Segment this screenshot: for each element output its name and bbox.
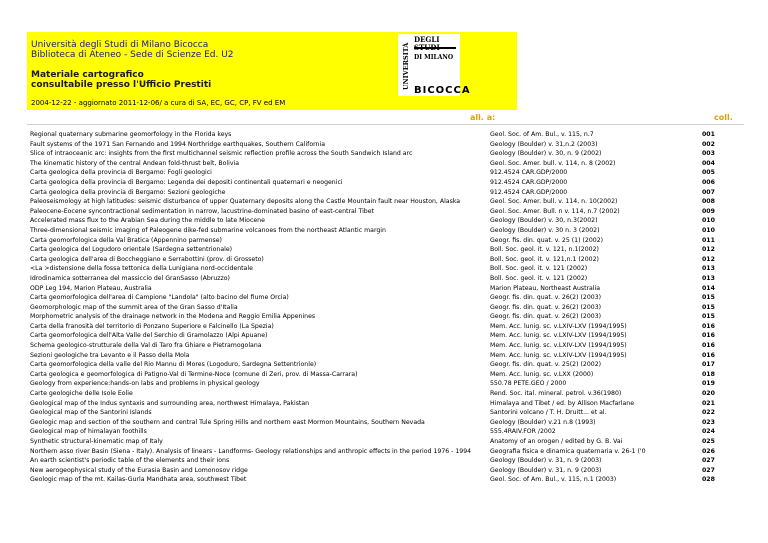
item-title: Sezioni geologiche tra Levanto e il Passo della Mola [30,351,190,359]
item-title: Carta geomorfologica dell'Alta Valle del Serchio di Gramolazzo (Alpi Apuane) [30,332,268,340]
item-title: <La >distensione della fossa tettonica della Lunigiana nord-occidentale [30,265,253,273]
item-title: Carta della franosità del territorio di Ponzano Superiore e Falcinello (La Spezia) [30,322,274,330]
header-divider [27,124,744,125]
item-collocation: 012 [702,246,715,254]
item-title: Carta geomorfologica della valle del Rio Mannu di Mores (Logoduro, Sardegna Settentrionle) [30,361,317,369]
list-item [30,236,744,246]
list-item [30,447,744,457]
item-collocation: 026 [702,447,715,455]
logo-top-text: DEGLI [414,35,440,44]
list-item [30,466,744,476]
item-title: Morphometric analysis of the drainage network in the Modena and Reggio Emilia Appenines [30,313,316,321]
item-source: Boll. Soc. geol. it. v. 121,n.1 (2002) [490,255,599,263]
item-collocation: 024 [702,428,715,436]
item-collocation: 010 [702,226,715,234]
item-title: Carta geologica della provincia di Bergamo: Sezioni geologiche [30,188,226,196]
item-source: Geografia fisica e dinamica quaternaria v. 26-1 ('0 [490,447,646,455]
list-item [30,351,744,361]
item-collocation: 010 [702,217,715,225]
item-title: Synthetic structural-kinematic map of Italy [30,438,163,445]
item-source: Geogr. fis. din. quat. v. 25(2) (2002) [490,361,602,369]
item-source: Boll. Soc. geol. it. v. 121, n.1(2002) [490,246,599,254]
list-item [30,389,744,399]
item-collocation: 027 [702,457,715,465]
list-item [30,255,744,265]
item-title: Carta geomorfologica dell'area di Campione "Landola" (alto bacino del fiume Orcia) [30,294,289,302]
list-item [30,216,744,226]
list-item [30,475,744,485]
item-title: Carta geologica e geomorfologica di Patigno-Val di Termine-Noce (comune di Zeri, prov. di Massa-Carrara) [30,370,358,378]
item-collocation: 019 [702,380,715,388]
item-collocation: 023 [702,418,715,426]
item-title: Carta geologica del Logudoro orientale (Sardegna settentrionale) [30,246,233,254]
item-title: Geomorphologic map of the summit area of the Gran Sasso d'Italia [30,303,238,311]
item-source: Boll. Soc. geol. it. v. 121 (2002) [490,265,588,273]
list-item [30,379,744,389]
item-source: Marion Plateau, Northeast Australia [490,284,601,292]
list-item [30,341,744,351]
item-source: Geol. Soc. Amer. bull. v. 114, n. 10(2002) [490,198,618,206]
item-collocation: 016 [702,351,715,359]
list-item [30,168,744,178]
list-item [30,399,744,409]
item-source: Geol. Soc. of Am. Bul., v. 115, n.1 (2003) [490,476,617,484]
item-collocation: 009 [702,207,715,215]
logo-mid-text: DI MILANO [414,54,454,61]
list-item [30,197,744,207]
list-item [30,274,744,284]
item-collocation: 016 [702,332,715,340]
item-collocation: 015 [702,303,715,311]
list-item [30,284,744,294]
list-item [30,370,744,380]
item-source: Geogr. fis. din. quat. v. 26(2) (2003) [490,303,602,311]
item-source: Mem. Acc. lunig. sc. v.LXX (2000) [490,370,594,378]
item-collocation: 020 [702,390,715,398]
item-collocation: 015 [702,294,715,302]
update-info: 2004-12-22 - aggiornato 2011-12-06/ a cura di SA, EC, GC, CP, FV ed EM [27,97,517,110]
item-title: Geologic map of the mt. Kailas-Gurla Mandhata area, southwest Tibet [30,476,247,484]
item-title: Carta geologica dell'area di Boccheggiano e Serrabottini (prov. di Grosseto) [30,255,264,263]
column-header-coll: coll. [714,113,733,122]
item-title: Geological map of himalayan foothills [30,428,147,436]
item-source: Mem. Acc. lunig. sc. v.LXIV-LXV (1994/1995) [490,342,627,350]
item-collocation: 018 [702,370,715,378]
list-item [30,130,744,140]
item-source: Geology (Boulder) v. 30, n.3(2002) [490,217,598,225]
item-title: Three-dimensional seismic imaging of Paleogene dike-fed submarine volcanoes from the northeast Atlantic margin [30,226,386,234]
item-title: Accelerated mass flux to the Arabian Sea during the middle to late Miocene [30,217,265,225]
item-title: Regional quaternary submarine geomorfology in the Florida keys [30,131,232,138]
svg-text:UNIVERSITÀ: UNIVERSITÀ [402,42,410,90]
list-item [30,312,744,322]
item-collocation: 021 [702,399,715,407]
list-item [30,226,744,236]
item-collocation: 011 [702,236,715,244]
item-source: Geogr. fis. din. quat. v. 26(2) (2003) [490,294,602,302]
item-source: Mem. Acc. lunig. sc. v.LXIV-LXV (1994/1995) [490,332,627,340]
item-collocation: 016 [702,322,715,330]
item-title: Carte geologiche delle Isole Eolie [30,390,133,398]
list-item [30,322,744,332]
item-source: Rend. Soc. ital. mineral. petrol. v.36(1980) [490,390,622,398]
item-title: Geological map of the Indus syntaxis and surrounding area, northwest Himalaya, Pakistan [30,399,310,407]
item-source: Geogr. fis. din. quat. v. 26(2) (2003) [490,313,602,321]
item-collocation: 013 [702,265,715,273]
item-collocation: 014 [702,284,715,292]
list-item [30,245,744,255]
item-title: Carta geologica della provincia di Bergamo: Legenda dei depositi continentali quaternari e neogenici [30,178,343,186]
item-collocation: 016 [702,342,715,350]
item-source: Santorini volcano / T. H. Druitt... et al. [490,409,607,417]
item-collocation: 013 [702,274,715,282]
item-source: Himalaya and Tibet / ed. by Allison Macfarlane [490,399,635,407]
list-item [30,264,744,274]
item-collocation: 022 [702,409,715,417]
item-title: Fault systems of the 1971 San Fernando and 1994 Northridge earthquakes, Southern California [30,140,325,148]
list-item [30,149,744,159]
item-collocation: 017 [702,361,715,369]
list-item [30,408,744,418]
item-title: New aerogeophysical study of the Eurasia Basin and Lomonosov ridge [30,466,248,474]
item-collocation: 015 [702,313,715,321]
item-source: Geology (Boulder) v. 31,n.2 (2003) [490,140,598,148]
item-source: Geology (Boulder) v.21 n.8 (1993) [490,418,596,426]
item-title: Northern asso river Basin (Siena - Italy). Analysis of linears - Landforms- Geology relationships and anthropic effects in the period 1976 - 1994 [30,447,472,455]
item-source: Geology (Boulder) v. 31, n. 9 (2003) [490,466,602,474]
item-source: Geology (Boulder) v. 30, n. 9 (2002) [490,150,602,158]
item-source: Geol. Soc. Amer. Bull. n v. 114, n.7 (2002) [490,207,620,215]
item-source: 550.78 PETE.GEO / 2000 [490,380,567,388]
item-title: Geology from experience:hands-on labs and problems in physical geology [30,380,260,388]
item-collocation: 004 [702,159,715,167]
university-logo [398,34,471,96]
item-collocation: 007 [702,188,715,196]
item-title: Schema geologico-strutturale della Val di Taro fra Ghiare e Pietramogolana [30,342,262,350]
item-source: Geology (Boulder) v. 30 n. 3 (2002) [490,226,600,234]
item-title: Geological map of the Santorini Islands [30,409,152,417]
column-header-all: all. a: [470,113,496,122]
list-item [30,207,744,217]
item-collocation: 012 [702,255,715,263]
item-source: Anatomy of an orogen / edited by G. B. Vai [490,438,623,445]
page-title: Materiale cartografico [31,70,144,80]
item-source: 912.4524 CAR.GDP/2000 [490,178,568,186]
item-source: Geol. Soc. of Am. Bul., v. 115, n.7 [490,131,594,138]
item-source: Geogr. fis. din. quat. v. 25 (1) (2002) [490,236,604,244]
item-source: 555.4RAIV.FOR /2002 [490,428,556,436]
item-title: Paleoseismology at high latitudes: seismic disturbance of upper Quaternary deposits along the Castle Mountain fault near Houston, Alaska [30,198,461,206]
list-item [30,303,744,313]
item-title: Paleocene-Eocene syncontractional sedimentation in narrow, lacustrine-dominated basino of east-central Tibet [30,207,374,215]
item-source: Mem. Acc. lunig. sc. v.LXIV-LXV (1994/1995) [490,322,627,330]
page-subtitle: consultabile presso l'Ufficio Prestiti [31,80,212,90]
item-title: Carta geomorfologica della Val Bratica (Appennino parmense) [30,236,222,244]
list-item [30,456,744,466]
list-item [30,427,744,437]
logo-vertical-text [400,38,410,92]
item-source: 912.4524 CAR.GDP/2000 [490,188,568,196]
item-collocation: 005 [702,169,715,177]
item-collocation: 001 [702,131,715,138]
list-item [30,418,744,428]
list-item [30,437,744,447]
item-collocation: 008 [702,198,715,206]
item-collocation: 006 [702,178,715,186]
item-title: Geologic map and section of the southern and central Tule Spring Hills and northern east Mormon Mountains, Southern Nevada [30,418,425,426]
item-title: ODP Leg 194, Marion Plateau, Australia [30,284,152,292]
list-item [30,188,744,198]
list-item [30,331,744,341]
item-source: Mem. Acc. lunig. sc. v.LXIV-LXV (1994/1995) [490,351,627,359]
item-collocation: 027 [702,466,715,474]
item-source: 912.4524 CAR.GDP/2000 [490,169,568,177]
item-collocation: 025 [702,438,715,445]
item-title: The kinematic history of the central Andean fold-thrust belt, Bolivia [30,159,240,167]
item-source: Boll. Soc. geol. it. v. 121 (2002) [490,274,588,282]
item-collocation: 028 [702,476,715,484]
item-source: Geol. Soc. Amer. bull. v. 114, n. 8 (2002) [490,159,616,167]
catalog-list [30,130,744,485]
list-item [30,140,744,150]
logo-bottom-text: BICOCCA [414,85,471,96]
list-item [30,178,744,188]
item-collocation: 003 [702,150,715,158]
item-title: Slice of intraoceanic arc: insights from the first multichannel seismic reflection profile across the South Sandwich Island arc [30,150,413,158]
item-title: Carta geologica della provincia di Bergamo: Fogli geologici [30,169,212,177]
university-name: Università degli Studi di Milano Bicocca [31,40,209,50]
item-title: An earth scientist's periodic table of the elements and their ions [30,457,230,465]
logo-rule [414,47,456,49]
list-item [30,293,744,303]
item-collocation: 002 [702,140,715,148]
library-name: Biblioteca di Ateneo - Sede di Scienze Ed. U2 [31,50,234,60]
item-title: Idrodinamica sotterranea del massiccio del GranSasso (Abruzzo) [30,274,230,282]
item-source: Geology (Boulder) v. 31, n. 9 (2003) [490,457,602,465]
list-item [30,159,744,169]
list-item [30,360,744,370]
